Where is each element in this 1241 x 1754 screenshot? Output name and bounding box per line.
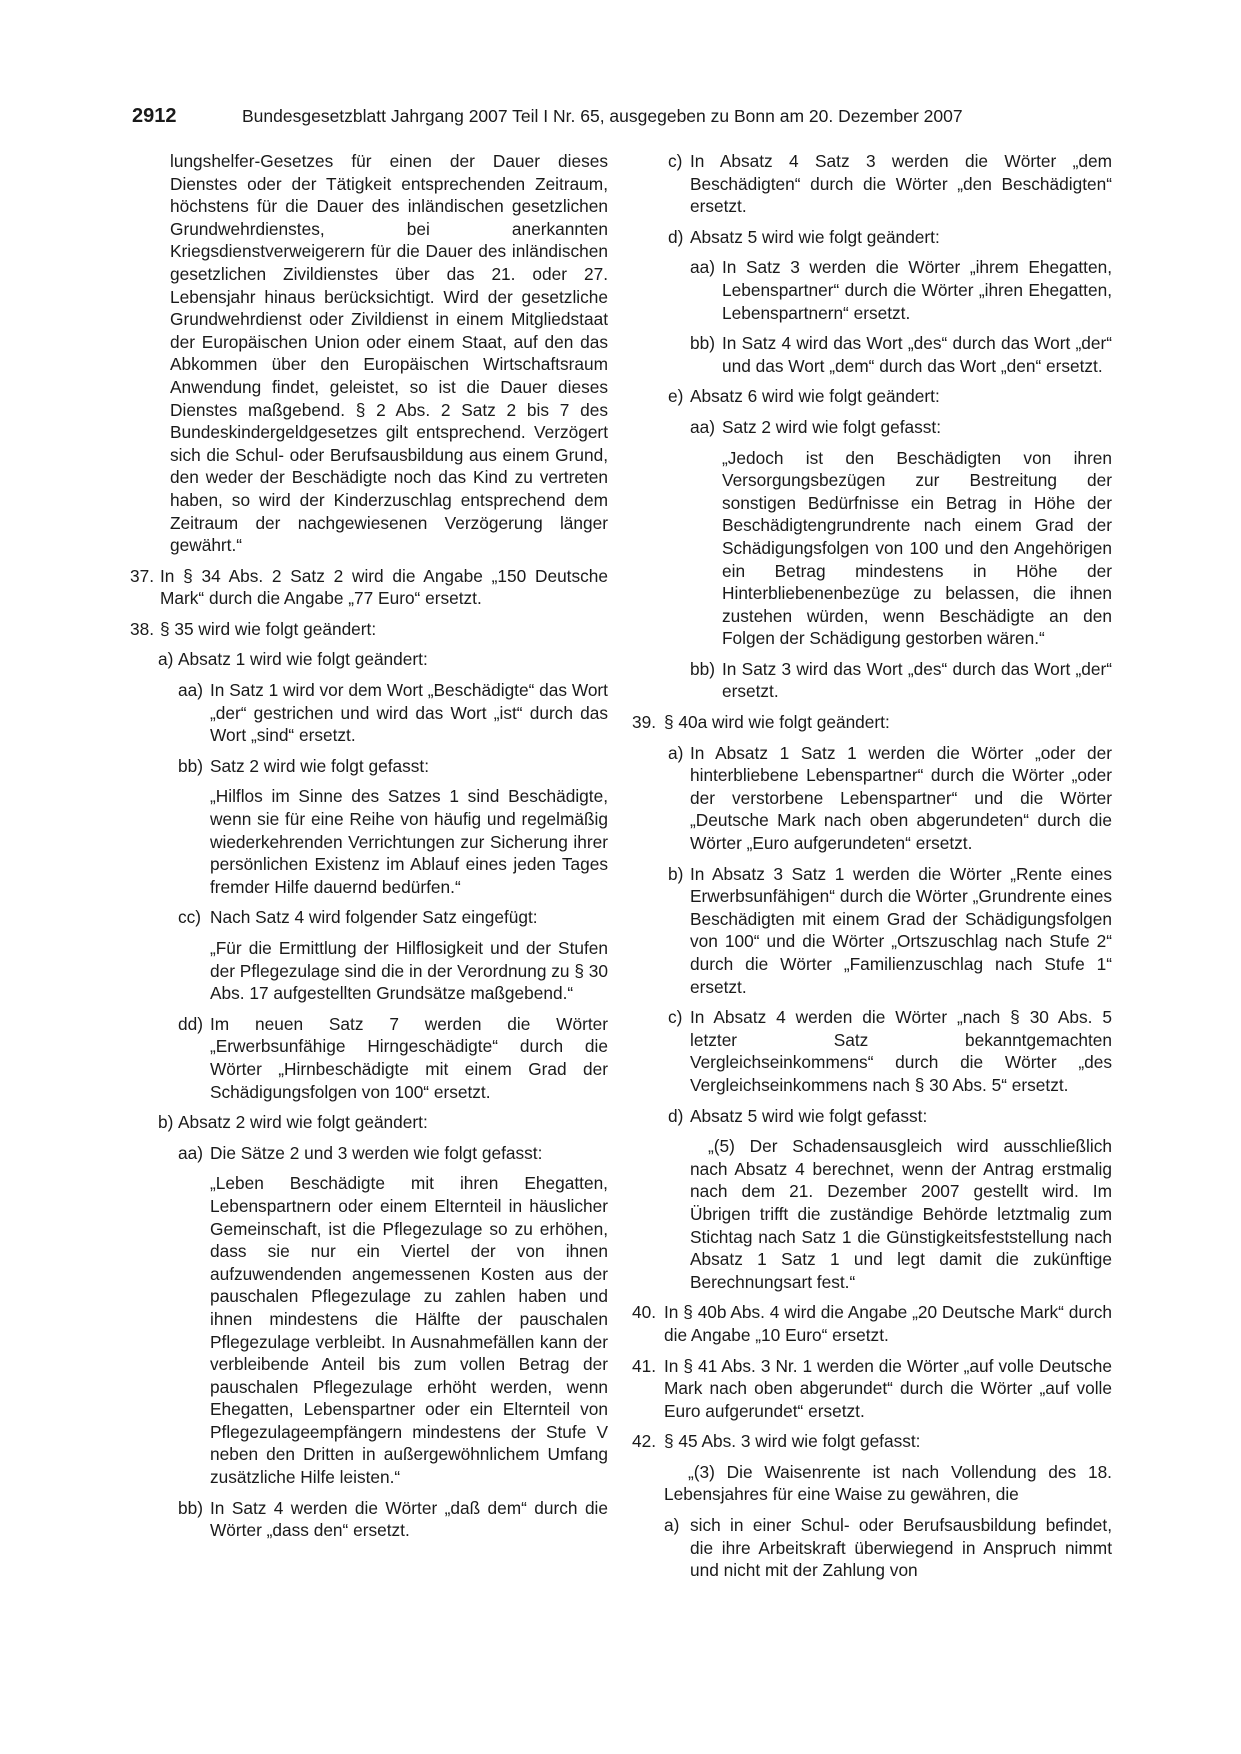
list-number: aa) [690, 257, 715, 278]
list-number: aa) [178, 680, 203, 701]
quote-pflegezulage: „Leben Beschädigte mit ihren Ehegatten, Lebenspartnern oder einem Elternteil in häuslicher Gemeinschaft, ist die Pflegezulage so zu erhöhen, dass sie nur ein Viertel der von ihnen aufzuwendenden angemessenen Kosten aus der pauschalen Pflegezulage zu zahlen haben und ihnen mindestens die Hälfte der pauschalen Pflegezulage verbleibt. In Ausnahmefällen kann der verbleibende Anteil bis zum vollen Betrag der pauschalen Pflegezulage erhöht werden, wenn Ehegatten, Lebenspartner oder ein Elternteil von Pflegezulageempfängern mindestens der Stufe V neben den Dritten in außergewöhnlichem Umfang zusätzliche Hilfe leisten.“ [210, 1173, 608, 1488]
list-item-text: Die Sätze 2 und 3 werden wie folgt gefasst: [210, 1142, 543, 1163]
quote-schadensausgleich: „(5) Der Schadensausgleich wird ausschließlich nach Absatz 4 berechnet, wenn der Antrag erstmalig nach dem 21. Dezember 2007 gestellt wird. Im Übrigen trifft die zuständige Behörde letztmalig zum Stichtag nach Satz 1 die Günstigkeitsfeststellung nach Absatz 1 Satz 1 und legt damit die zukünftige Berechnungsart fest.“ [690, 1136, 1112, 1292]
list-number: c) [668, 151, 683, 171]
quote-waisenrente: „(3) Die Waisenrente ist nach Vollendung des 18. Lebensjahres für eine Waise zu gewähren, die [664, 1461, 1112, 1505]
list-item-text: In Absatz 4 Satz 3 werden die Wörter „dem Beschädigten“ durch die Wörter „den Beschädigten“ ersetzt. [690, 151, 1112, 217]
list-item-text: Nach Satz 4 wird folgender Satz eingefügt: [210, 907, 538, 928]
list-item-text: Absatz 5 wird wie folgt geändert: [690, 226, 940, 247]
list-number: bb) [690, 333, 715, 354]
list-item-38b [130, 1111, 608, 1134]
list-item-text: In § 41 Abs. 3 Nr. 1 werden die Wörter „auf volle Deutsche Mark nach oben abgerundet“ durch die Wörter „auf volle Euro aufgerundet“ ersetzt. [664, 1355, 1112, 1421]
list-number: dd) [178, 1013, 203, 1034]
list-number: 40. [632, 1302, 657, 1323]
list-item-text: § 40a wird wie folgt geändert: [664, 712, 890, 733]
list-number: aa) [690, 416, 715, 437]
list-number: 41. [632, 1355, 657, 1376]
quote-jedoch: „Jedoch ist den Beschädigten von ihren Versorgungsbezügen zur Bestreitung der sonstigen Bedürfnisse ein Betrag in Höhe der Beschädigtengrundrente nach einem Grad der Schädigungsfolgen von 100 und den Angehörigen ein Betrag mindestens in Höhe der Hinterbliebenenbezüge zu belassen, die ihnen zustehen würden, wenn Beschädigte an den Folgen der Schädigung gestorben wären.“ [722, 447, 1112, 649]
list-item-38c [632, 150, 1112, 218]
list-item-text: sich in einer Schul- oder Berufsausbildung befindet, die ihre Arbeitskraft überwiegend in Anspruch nimmt und nicht mit der Zahlung von [690, 1515, 1112, 1581]
continuation-text: lungshelfer-Gesetzes für einen der Dauer dieses Dienstes oder der Tätigkeit entsprechenden Zeitraum, höchstens für die Dauer des inländischen gesetzlichen Grundwehrdienstes, bei anerkannten Kriegsdienstverweigerern für die Dauer des inländischen gesetzlichen Zivildienstes über das 21. oder 27. Lebensjahr hinaus berücksichtigt. Wird der gesetzliche Grundwehrdienst oder Zivildienst in einem Mitgliedstaat der Europäischen Union oder einem Staat, auf den das Abkommen über den Europäischen Wirtschaftsraum Anwendung findet, geleistet, so ist die Dauer dieses Dienstes maßgebend. § 2 Abs. 2 Satz 2 bis 7 des Bundeskindergeldgesetzes gilt entsprechend. Verzögert sich die Schul- oder Berufsausbildung aus einem Grund, den weder der Beschädigte noch das Kind zu vertreten haben, so wird der Kinderzuschlag entsprechend dem Zeitraum der nachgewiesenen Verzögerung länger gewährt.“ [170, 151, 608, 556]
list-item-39c [632, 1006, 1112, 1096]
list-item-text: Satz 2 wird wie folgt gefasst: [210, 755, 429, 776]
page-header [132, 103, 1012, 133]
list-item-38a-bb [130, 755, 608, 778]
list-item-text: Absatz 5 wird wie folgt gefasst: [690, 1105, 928, 1126]
list-number: a) [668, 742, 684, 763]
list-number: d) [668, 226, 684, 247]
continuation-paragraph [130, 150, 608, 557]
list-number: b) [158, 1112, 174, 1133]
list-item-38b-bb [130, 1497, 608, 1542]
list-item-text: § 45 Abs. 3 wird wie folgt gefasst: [664, 1431, 921, 1452]
list-item-text: In Absatz 3 Satz 1 werden die Wörter „Rente eines Erwerbsunfähigen“ durch die Wörter „Grundrente eines Beschädigten mit einem Grad der Schädigungsfolgen von 100“ und die Wörter „Ortszuschlag nach Stufe 2“ durch die Wörter „Familienzuschlag nach Stufe 1“ ersetzt. [690, 863, 1112, 997]
list-item-text: In Absatz 1 Satz 1 werden die Wörter „oder der hinterbliebene Lebenspartner“ durch die Wörter „oder der verstorbene Lebenspartner“ und die Wörter „Deutsche Mark nach oben abgerundeten“ durch die Wörter „Euro aufgerundeten“ ersetzt. [690, 742, 1112, 854]
list-item-39 [632, 711, 1112, 734]
list-item-text: In Satz 1 wird vor dem Wort „Beschädigte“ das Wort „der“ gestrichen und wird das Wort „ist“ durch das Wort „sind“ ersetzt. [210, 680, 608, 746]
list-item-38d [632, 226, 1112, 249]
list-item-38a-cc [130, 906, 608, 929]
list-item-text: Im neuen Satz 7 werden die Wörter „Erwerbsunfähige Hirngeschädigte“ durch die Wörter „Hirnbeschädigte mit einem Grad der Schädigungsfolgen von 100“ ersetzt. [210, 1013, 608, 1102]
list-number: bb) [178, 755, 203, 776]
list-item-38a-dd [130, 1013, 608, 1103]
list-item-39d [632, 1105, 1112, 1128]
list-number: c) [668, 1007, 683, 1028]
list-item-42a [632, 1514, 1112, 1582]
list-item-38e-bb [632, 658, 1112, 703]
list-number: e) [668, 386, 684, 407]
list-item-38e [632, 385, 1112, 408]
list-number: 37. [130, 565, 155, 586]
list-item-text: In § 40b Abs. 4 wird die Angabe „20 Deutsche Mark“ durch die Angabe „10 Euro“ ersetzt. [664, 1302, 1112, 1345]
list-number: a) [664, 1515, 680, 1536]
list-item-text: In Satz 3 werden die Wörter „ihrem Ehegatten, Lebenspartner“ durch die Wörter „ihren Ehegatten, Lebenspartnern“ ersetzt. [722, 257, 1112, 323]
list-item-39b [632, 863, 1112, 999]
list-item-text: In Satz 3 wird das Wort „des“ durch das Wort „der“ ersetzt. [722, 658, 1112, 702]
right-column [632, 150, 1112, 1590]
quote-hilflos: „Hilflos im Sinne des Satzes 1 sind Beschädigte, wenn sie für eine Reihe von häufig und regelmäßig wiederkehrenden Verrichtungen zur Sicherung ihrer persönlichen Existenz im Ablauf eines jeden Tages fremder Hilfe dauernd bedürfen.“ [210, 786, 608, 897]
list-number: d) [668, 1105, 684, 1126]
list-number: bb) [690, 658, 715, 679]
list-number: bb) [178, 1497, 203, 1518]
list-item-38 [130, 618, 608, 641]
list-number: 42. [632, 1431, 657, 1452]
list-item-38d-aa [632, 256, 1112, 324]
list-item-39a [632, 742, 1112, 855]
list-number: aa) [178, 1142, 203, 1163]
running-title: Bundesgesetzblatt Jahrgang 2007 Teil I Nr. 65, ausgegeben zu Bonn am 20. Dezember 2007 [242, 106, 963, 126]
list-number: 39. [632, 712, 657, 733]
list-item-38e-aa [632, 416, 1112, 439]
list-item-text: In § 34 Abs. 2 Satz 2 wird die Angabe „150 Deutsche Mark“ durch die Angabe „77 Euro“ ersetzt. [160, 565, 608, 609]
list-number: 38. [130, 618, 155, 639]
page-number: 2912 [132, 105, 177, 127]
quote-hilflosigkeit: „Für die Ermittlung der Hilflosigkeit und der Stufen der Pflegezulage sind die in der Verordnung zu § 30 Abs. 17 aufgestellten Grundsätze maßgebend.“ [210, 938, 608, 1004]
list-item-40 [632, 1301, 1112, 1346]
list-item-text: Satz 2 wird wie folgt gefasst: [722, 416, 941, 437]
list-item-41 [632, 1355, 1112, 1423]
list-item-text: In Satz 4 wird das Wort „des“ durch das Wort „der“ und das Wort „dem“ durch das Wort „den“ ersetzt. [722, 333, 1112, 376]
list-item-text: Absatz 2 wird wie folgt geändert: [178, 1112, 428, 1133]
list-number: a) [158, 649, 174, 670]
list-item-38b-aa [130, 1142, 608, 1165]
left-column [130, 150, 608, 1550]
list-item-37 [130, 565, 608, 610]
list-item-38d-bb [632, 332, 1112, 377]
list-item-38a-aa [130, 679, 608, 747]
list-number: cc) [178, 907, 202, 928]
list-number: b) [668, 863, 684, 884]
list-item-text: In Absatz 4 werden die Wörter „nach § 30 Abs. 5 letzter Satz bekanntgemachten Vergleichseinkommens“ durch die Wörter „des Vergleichseinkommens nach § 30 Abs. 5“ ersetzt. [690, 1007, 1112, 1095]
list-item-text: In Satz 4 werden die Wörter „daß dem“ durch die Wörter „dass den“ ersetzt. [210, 1497, 608, 1541]
list-item-text: Absatz 1 wird wie folgt geändert: [178, 649, 428, 670]
list-item-38a [130, 648, 608, 671]
list-item-text: Absatz 6 wird wie folgt geändert: [690, 386, 940, 407]
list-item-text: § 35 wird wie folgt geändert: [160, 618, 377, 639]
list-item-42 [632, 1430, 1112, 1453]
